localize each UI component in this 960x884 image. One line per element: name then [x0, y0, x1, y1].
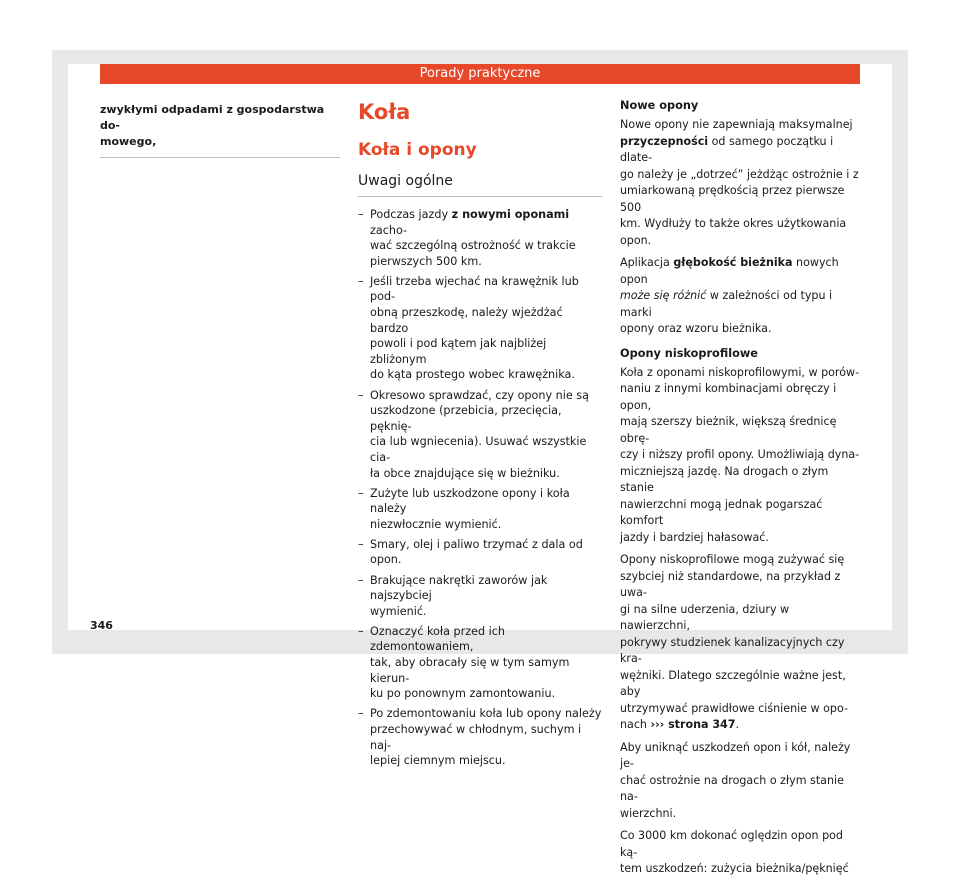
- text: .: [735, 718, 740, 731]
- list-item: [358, 706, 602, 768]
- text: Opony niskoprofilowe mogą zużywać się szybciej niż standardowe, na przykład z uwa- gi na silne uderzenia, dziury w nawierzchni, pokrywy studzienek kanalizacyjnych czy kra- wężniki. Dlatego szczególnie ważne jest, aby utrzymywać prawidłowe ciśnienie w opo- nach: [620, 553, 848, 731]
- section-header-title: Porady praktyczne: [419, 66, 541, 81]
- list-item: [358, 388, 602, 482]
- chapter-title: Koła: [358, 100, 411, 124]
- subheading-new-tires: Nowe opony: [620, 99, 699, 112]
- text: Nowe opony nie zapewniają maksymalnej: [620, 118, 853, 131]
- emphasis: przyczepności: [620, 134, 709, 148]
- bullet-dash: –: [358, 274, 364, 288]
- text: Okresowo sprawdzać, czy opony nie są uszkodzone (przebicia, przecięcia, pęknię- cia lub wgniecenia). Usuwać wszystkie cia- ła obce znajdujące się w bieżniku.: [370, 388, 589, 480]
- list-item: [358, 537, 602, 568]
- left-column: [100, 102, 340, 158]
- page-number: 346: [90, 619, 113, 632]
- text: od samego początku i dlate- go należy je „dotrzeć” jeżdżąc ostrożnie i z umiarkowaną prędkością przez pierwsze 500 km. Wydłuży to także okres użytkowania opon.: [620, 134, 859, 247]
- divider: [358, 196, 602, 197]
- text: Smary, olej i paliwo trzymać z dala od opon.: [370, 537, 583, 567]
- bullet-dash: –: [358, 624, 364, 638]
- bullet-dash: –: [358, 208, 364, 221]
- right-column: [620, 98, 860, 884]
- list-item: [358, 573, 602, 620]
- italic-text: może się różnić: [620, 289, 707, 302]
- text: Brakujące nakrętki zaworów jak najszybciej wymienić.: [370, 573, 548, 618]
- text: Jeśli trzeba wjechać na krawężnik lub pod- obną przeszkodę, należy wjeżdżać bardzo powoli i pod kątem jak najbliżej zbliżonym do kąta prostego wobec krawężnika.: [370, 274, 579, 382]
- paragraph: Co 3000 km dokonać oględzin opon pod ką- tem uszkodzeń: zużycia bieżnika/pęknięć: [620, 829, 849, 875]
- text: Po zdemontowaniu koła lub opony należy przechowywać w chłodnym, suchym i naj- lepiej ciemnym miejscu.: [370, 707, 602, 768]
- section-header: [100, 64, 860, 84]
- bullet-dash: –: [358, 537, 364, 551]
- bullet-dash: –: [358, 388, 364, 402]
- list-item: [358, 624, 602, 702]
- emphasis: głębokość bieżnika: [673, 256, 793, 269]
- paragraph: [620, 552, 860, 734]
- paragraph: Aby uniknąć uszkodzeń opon i kół, należy je- chać ostrożnie na drogach o złym stanie na- wierzchni.: [620, 740, 851, 820]
- section-title: Koła i opony: [358, 140, 477, 160]
- text: w zależności od typu i marki opony oraz wzoru bieżnika.: [620, 289, 833, 335]
- bullet-dash: –: [358, 707, 364, 721]
- middle-column: [358, 98, 602, 773]
- emphasis: z nowymi oponami: [451, 208, 570, 221]
- continued-text: zwykłymi odpadami z gospodarstwa do- mowego,: [100, 103, 325, 148]
- text: Oznaczyć koła przed ich zdemontowaniem, tak, aby obracały się w tym samym kierun- ku po ponownym zamontowaniu.: [370, 624, 570, 701]
- text: zacho- wać szczególną ostrożność w trakcie pierwszych 500 km.: [370, 223, 576, 268]
- text: Aplikacja: [620, 256, 674, 269]
- bullet-dash: –: [358, 573, 364, 587]
- text: nowych opon: [620, 256, 839, 286]
- list-item: [358, 486, 602, 533]
- subheading-low-profile: Opony niskoprofilowe: [620, 346, 758, 360]
- list-item: [358, 274, 602, 383]
- bullet-list: [358, 207, 602, 769]
- page-reference-link[interactable]: ››› strona 347: [650, 718, 736, 731]
- text: Podczas jazdy: [370, 208, 452, 221]
- bullet-dash: –: [358, 486, 364, 500]
- paragraph: [620, 117, 860, 249]
- list-item: [358, 207, 602, 269]
- divider: [100, 157, 340, 158]
- paragraph: [620, 255, 860, 338]
- text: Zużyte lub uszkodzone opony i koła należy niezwłocznie wymienić.: [370, 486, 570, 531]
- paragraph: Koła z oponami niskoprofilowymi, w porów- naniu z innymi kombinacjami obręczy i opon, mają szerszy bieżnik, większą średnicę obrę- czy i niższy profil opony. Umożliwiają dyna- miczniejszą jazdę. Na drogach o złym stanie nawierzchni mogą jednak pogarszać komfort jazdy i bardziej hałasować.: [620, 365, 860, 544]
- subsection-title: Uwagi ogólne: [358, 173, 453, 189]
